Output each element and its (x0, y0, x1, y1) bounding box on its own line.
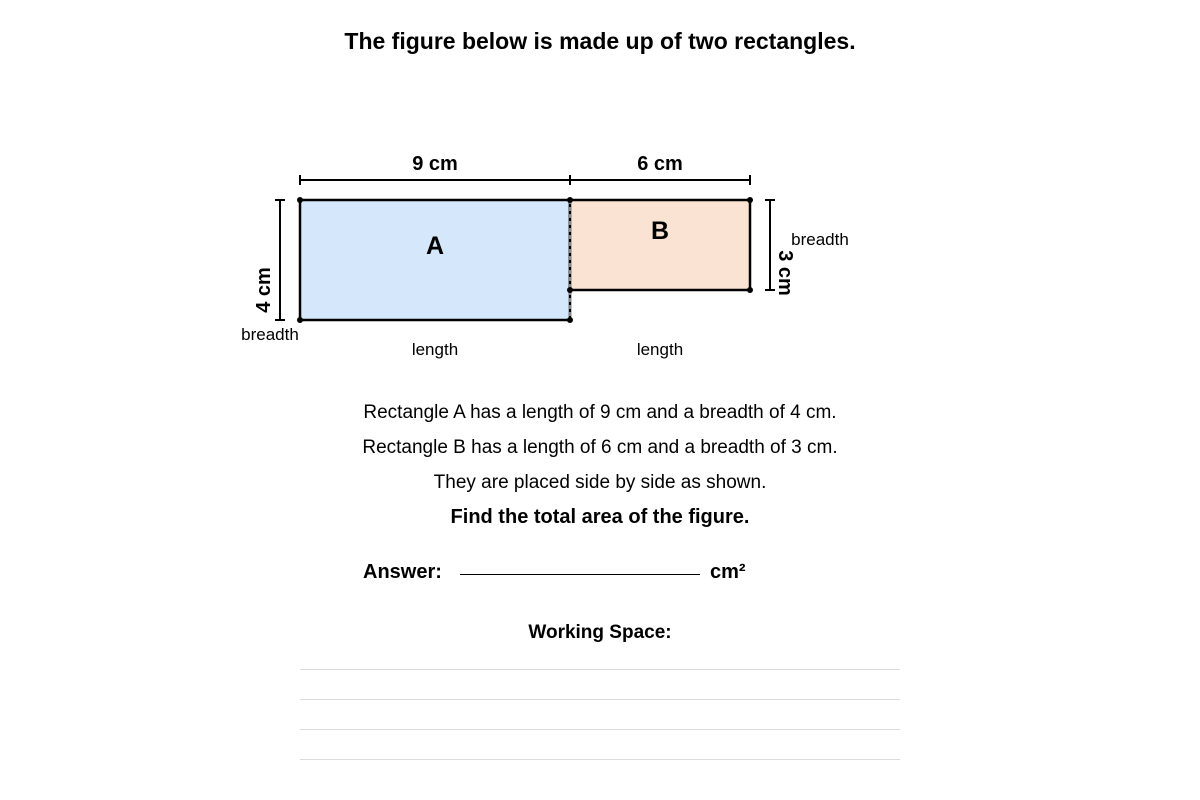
length-b-label: 6 cm (637, 153, 683, 175)
answer-blank[interactable] (460, 574, 700, 575)
length-a-label: 9 cm (412, 153, 458, 175)
description-line-2: Rectangle B has a length of 6 cm and a breadth of 3 cm. (362, 437, 838, 458)
dimension-breadth-a (275, 200, 285, 320)
dimension-length-a (300, 175, 570, 185)
vertex-dot (297, 317, 303, 323)
breadth-a-caption: breadth (241, 325, 299, 344)
dimension-breadth-b (765, 200, 775, 290)
vertex-dot (747, 197, 753, 203)
working-space-label: Working Space: (528, 622, 672, 643)
working-line[interactable] (300, 759, 900, 760)
description-line-3: They are placed side by side as shown. (433, 472, 767, 493)
answer-unit: cm² (710, 561, 746, 583)
length-b-caption: length (636, 340, 684, 359)
answer-label: Answer: (363, 561, 442, 583)
vertex-dot (567, 197, 573, 203)
dimension-length-b (570, 175, 750, 185)
rectangle-b (570, 200, 750, 290)
question-text: Find the total area of the figure. (450, 506, 750, 528)
breadth-b-label: 3 cm (774, 250, 796, 296)
rect-a-label: A (425, 232, 445, 260)
problem-title: The figure below is made up of two rectangles. (344, 28, 856, 54)
vertex-dot (567, 287, 573, 293)
vertex-dot (297, 197, 303, 203)
working-line[interactable] (300, 699, 900, 700)
description-line-1: Rectangle A has a length of 9 cm and a breadth of 4 cm. (363, 402, 837, 423)
breadth-a-label: 4 cm (253, 267, 275, 313)
working-line[interactable] (300, 729, 900, 730)
vertex-dot (567, 317, 573, 323)
length-a-caption: length (411, 340, 459, 359)
rectangle-a (300, 200, 570, 320)
rect-b-label: B (650, 217, 670, 245)
breadth-b-caption: breadth (791, 230, 849, 249)
working-line[interactable] (300, 669, 900, 670)
vertex-dot (747, 287, 753, 293)
